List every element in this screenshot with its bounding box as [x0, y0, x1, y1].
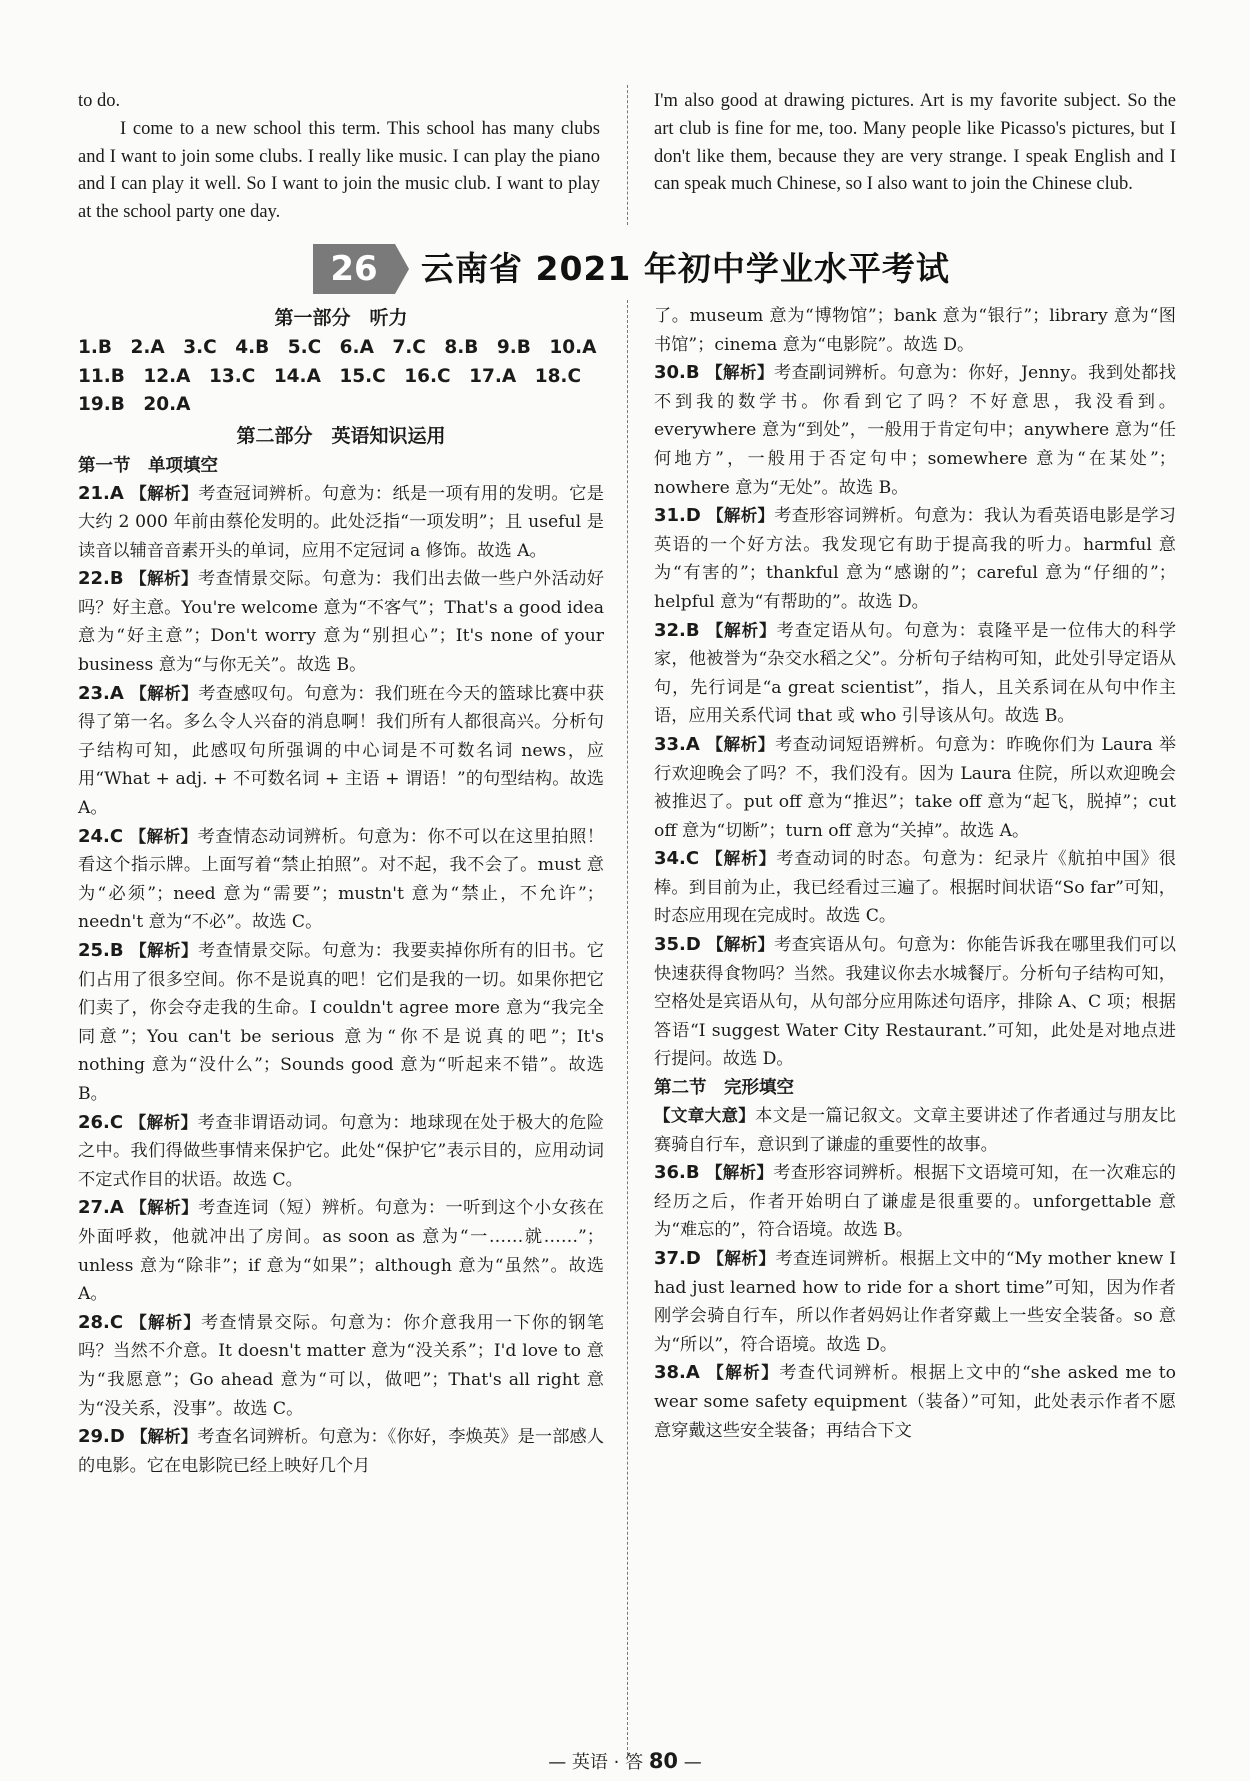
answer-item — [654, 502, 1176, 616]
answer-explanation: 考查情景交际。句意为：我要卖掉你所有的旧书。它们占用了很多空间。你不是说真的吧！它们是我的一切。如果你把它们卖了，你会夺走我的生命。I couldn't agree more 意为“我完全同意”；You can't be serious 意为“你不是说真的吧”；It's nothing 意为“没什么”；Sounds good 意为“听起来不错”。故选 B。 — [78, 941, 604, 1104]
column-divider — [627, 85, 628, 225]
answer-number: 38.A — [654, 1362, 700, 1384]
answer-item — [78, 565, 604, 679]
answer-item — [654, 931, 1176, 1074]
analysis-tag: 【解析】 — [129, 1312, 202, 1332]
passage-line: to do. — [78, 91, 121, 111]
answer-number: 29.D — [78, 1426, 125, 1448]
answer-explanation: 考查动词短语辨析。句意为：昨晚你们为 Laura 举行欢迎晚会了吗？不，我们没有。因为 Laura 住院，所以欢迎晚会被推迟了。put off 意为“推迟”；take off 意为“起飞，脱掉”；cut off 意为“切断”；turn off 意为“关掉”。故选 A。 — [654, 734, 1177, 841]
continued-explanation: 了。museum 意为“博物馆”；bank 意为“银行”；library 意为“图书馆”；cinema 意为“电影院”。故选 D。 — [654, 306, 1176, 355]
analysis-tag: 【解析】 — [705, 849, 777, 869]
article-summary — [654, 1102, 1176, 1159]
analysis-tag: 【解析】 — [706, 935, 775, 955]
summary-text: 本文是一篇记叙文。文章主要讲述了作者通过与朋友比赛骑自行车，意识到了谦虚的重要性的故事。 — [654, 1106, 1176, 1155]
passage-paragraph: I come to a new school this term. This school has many clubs and I want to join some clubs. I really like music. I can play the piano and I can play it well. So I want to join the music club. I want to play at the school party one day. — [78, 118, 600, 223]
answer-explanation: 考查副词辨析。句意为：你好，Jenny。我到处都找不到我的数学书。你看到它了吗？不好意思，我没看到。everywhere 意为“到处”，一般用于肯定句中；anywhere 意为“任何地方”，一般用于否定句中；somewhere 意为“在某处”；nowhere 意为“无处”。故选 B。 — [654, 363, 1176, 498]
analysis-tag: 【解析】 — [129, 569, 199, 589]
answer-number: 23.A — [78, 682, 124, 704]
answer-item — [654, 617, 1176, 731]
answer-number: 37.D — [654, 1248, 701, 1269]
exam-title-bar — [313, 242, 953, 296]
answer-number: 25.B — [78, 940, 124, 961]
answer-item — [78, 1194, 604, 1308]
page-number: 80 — [648, 1749, 679, 1773]
column-divider — [627, 300, 628, 1760]
footer-suffix: — — [678, 1752, 702, 1773]
analysis-tag: 【解析】 — [705, 620, 777, 640]
analysis-tag: 【解析】 — [705, 1363, 780, 1383]
answer-item — [78, 1109, 604, 1195]
answer-item — [654, 731, 1176, 845]
answer-explanation: 考查情景交际。句意为：你介意我用一下你的钢笔吗？当然不介意。It doesn't matter 意为“没关系”；I'd love to 意为“我愿意”；Go ahead 意为“可以，做吧”；That's all right 意为“没关系，没事”。故选 C。 — [78, 1312, 604, 1419]
answer-item — [78, 480, 604, 566]
answer-number: 36.B — [654, 1162, 700, 1184]
answer-explanation: 考查形容词辨析。句意为：我认为看英语电影是学习英语的一个好方法。我发现它有助于提高我的听力。harmful 意为“有害的”；thankful 意为“感谢的”；careful 意为“仔细的”；helpful 意为“有帮助的”。故选 D。 — [654, 506, 1176, 612]
answer-number: 33.A — [654, 733, 700, 755]
answer-item — [654, 845, 1176, 931]
analysis-tag: 【解析】 — [705, 1163, 774, 1183]
answer-number: 27.A — [78, 1197, 124, 1219]
answer-item — [78, 680, 604, 823]
summary-tag: 【文章大意】 — [654, 1106, 756, 1126]
analysis-tag: 【解析】 — [129, 1112, 198, 1132]
answer-explanation: 考查动词的时态。句意为：纪录片《航拍中国》很棒。到目前为止，我已经看过三遍了。根据时间状语“So far”可知，时态应用现在完成时。故选 C。 — [654, 849, 1176, 927]
answer-item — [78, 823, 604, 937]
answer-item — [654, 1159, 1176, 1245]
answer-explanation: 考查连词辨析。根据上文中的“My mother knew I had just learned how to ride for a short time”可知，因为作者刚学会骑自行车，所以作者妈妈让作者穿戴上一些安全装备。so 意为“所以”，符合语境。故选 D。 — [654, 1249, 1177, 1355]
answer-number: 35.D — [654, 934, 701, 956]
answer-number: 24.C — [78, 825, 124, 847]
answer-item — [78, 1423, 604, 1480]
top-left-passage — [78, 88, 600, 227]
analysis-tag: 【解析】 — [129, 483, 199, 503]
answer-item — [654, 359, 1176, 502]
answer-explanation: 考查名词辨析。句意为：《你好，李焕英》是一部感人的电影。它在电影院已经上映好几个月 — [78, 1427, 605, 1476]
answer-item — [654, 1245, 1176, 1359]
analysis-tag: 【解析】 — [705, 363, 774, 383]
answer-number: 34.C — [654, 848, 700, 870]
answer-explanation: 考查连词（短）辨析。句意为：一听到这个小女孩在外面呼救，他就冲出了房间。as soon as 意为“一……就……”；unless 意为“除非”；if 意为“如果”；although 意为“虽然”。故选 A。 — [78, 1198, 604, 1305]
analysis-tag: 【解析】 — [706, 506, 775, 526]
answer-number: 28.C — [78, 1311, 124, 1333]
listening-answers-line: 11.B 12.A 13.C 14.A 15.C 16.C 17.A 18.C — [78, 365, 582, 387]
analysis-tag: 【解析】 — [129, 1198, 199, 1218]
exam-title: 云南省 2021 年初中学业水平考试 — [421, 249, 950, 288]
answer-explanation: 考查宾语从句。句意为：你能告诉我在哪里我们可以快速获得食物吗？当然。我建议你去水城餐厅。分析句子结构可知，空格处是宾语从句，从句部分应用陈述句语序，排除 A、C 项；根据答语“I suggest Water City Restaurant.”可知，此处是对地点进行提问。故选 D。 — [654, 935, 1176, 1070]
analysis-tag: 【解析】 — [705, 734, 775, 754]
listening-answers-line: 1.B 2.A 3.C 4.B 5.C 6.A 7.C 8.B 9.B 10.A — [78, 337, 597, 358]
passage-paragraph: I'm also good at drawing pictures. Art is my favorite subject. So the art club is fine for me, too. Many people like Picasso's pictures, but I don't like them, because they are very strange. I speak English and I can speak much Chinese, so I also want to join the Chinese club. — [654, 91, 1176, 195]
section1-heading: 第一节 单项填空 — [78, 455, 218, 476]
answer-number: 31.D — [654, 505, 701, 527]
top-right-passage — [654, 88, 1176, 199]
answer-number: 26.C — [78, 1111, 124, 1133]
answer-item — [78, 1309, 604, 1423]
analysis-tag: 【解析】 — [129, 941, 199, 960]
answer-explanation: 考查冠词辨析。句意为：纸是一项有用的发明。它是大约 2 000 年前由蔡伦发明的。此处泛指“一项发明”；且 useful 是读音以辅音音素开头的单词，应用不定冠词 a 修饰。故选 A。 — [78, 483, 604, 561]
page-footer — [0, 1748, 1250, 1774]
answer-number: 22.B — [78, 568, 124, 590]
left-column — [78, 302, 604, 1480]
section2-heading: 第二节 完形填空 — [654, 1078, 794, 1099]
part2-heading: 第二部分 英语知识运用 — [236, 424, 446, 447]
badge-arrow — [395, 244, 409, 294]
right-column — [654, 302, 1176, 1445]
analysis-tag: 【解析】 — [129, 826, 198, 846]
analysis-tag: 【解析】 — [130, 1427, 198, 1447]
answer-number: 30.B — [654, 362, 700, 384]
answer-explanation: 考查情景交际。句意为：我们出去做一些户外活动好吗？好主意。You're welcome 意为“不客气”；That's a good idea 意为“好主意”；Don't worry 意为“别担心”；It's none of your business 意为“与你无关”。故选 B。 — [78, 569, 604, 676]
answer-explanation: 考查感叹句。句意为：我们班在今天的篮球比赛中获得了第一名。多么令人兴奋的消息啊！我们所有人都很高兴。分析句子结构可知，此感叹句所强调的中心词是不可数名词 news，应用“What + adj. + 不可数名词 + 主语 + 谓语！”的句型结构。故选 A。 — [78, 683, 604, 819]
exam-number-badge: 26 — [313, 244, 395, 294]
footer-prefix: — 英语 · 答 — [548, 1752, 649, 1773]
analysis-tag: 【解析】 — [706, 1249, 776, 1268]
listening-answers-line: 19.B 20.A — [78, 394, 191, 415]
answer-explanation: 考查定语从句。句意为：袁隆平是一位伟大的科学家，他被誉为“杂交水稻之父”。分析句子结构可知，此处引导定语从句，先行词是“a great scientist”，指人，且关系词在从句中作主语，应用关系代词 that 或 who 引导该从句。故选 B。 — [654, 620, 1177, 727]
answer-number: 32.B — [654, 619, 700, 641]
answer-item — [78, 937, 604, 1109]
answer-explanation: 考查情态动词辨析。句意为：你不可以在这里拍照！看这个指示牌。上面写着“禁止拍照”。对不起，我不会了。must 意为“必须”；need 意为“需要”；mustn't 意为“禁止，不允许”；needn't 意为“不必”。故选 C。 — [78, 826, 604, 933]
part1-heading: 第一部分 听力 — [274, 307, 408, 329]
answer-item — [654, 1359, 1176, 1445]
analysis-tag: 【解析】 — [129, 683, 199, 703]
answer-explanation: 考查非谓语动词。句意为：地球现在处于极大的危险之中。我们得做些事情来保护它。此处“保护它”表示目的，应用动词不定式作目的状语。故选 C。 — [78, 1112, 604, 1190]
answer-explanation: 考查代词辨析。根据上文中的“she asked me to wear some safety equipment（装备）”可知，此处表示作者不愿意穿戴这些安全装备；再结合下文 — [654, 1363, 1177, 1441]
answer-number: 21.A — [78, 482, 124, 504]
answer-explanation: 考查形容词辨析。根据下文语境可知，在一次难忘的经历之后，作者开始明白了谦虚是很重要的。unforgettable 意为“难忘的”，符合语境。故选 B。 — [654, 1163, 1176, 1241]
